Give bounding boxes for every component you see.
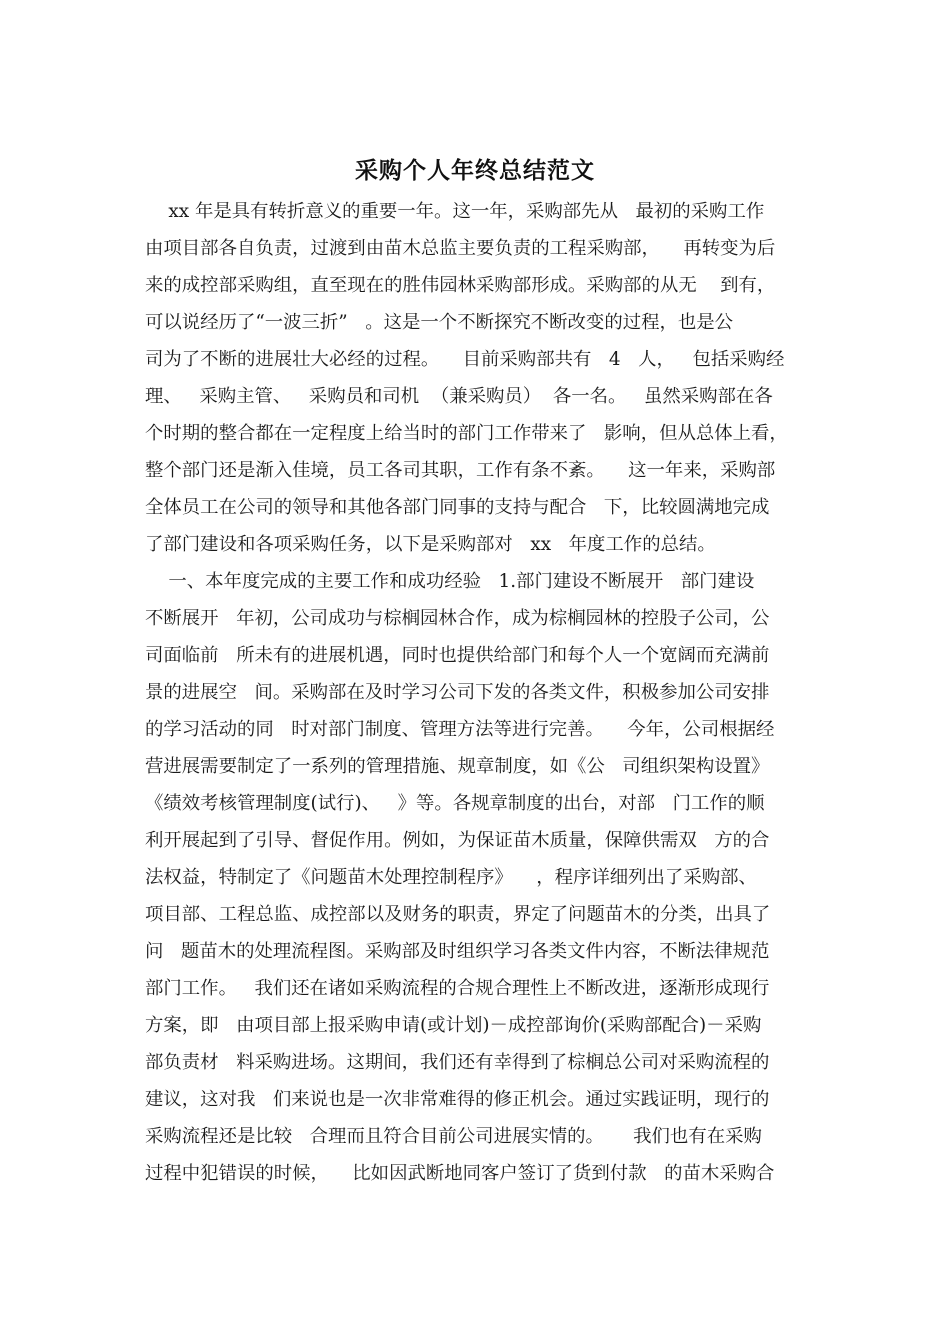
- body-line: 《绩效考核管理制度(试行)、 》等。各规章制度的出台，对部 门工作的顺: [145, 793, 765, 814]
- body-line: 部负责材 料采购进场。这期间，我们还有幸得到了棕榈总公司对采购流程的: [145, 1052, 770, 1073]
- body-line: 不断展开 年初，公司成功与棕榈园林合作，成为棕榈园林的控股子公司，公: [145, 608, 770, 629]
- body-line: xx 年是具有转折意义的重要一年。这一年，采购部先从 最初的采购工作: [145, 201, 765, 222]
- body-line: 整个部门还是渐入佳境，员工各司其职，工作有条不紊。 这一年来，采购部: [145, 460, 776, 481]
- body-line: 司为了不断的进展壮大必经的过程。 目前采购部共有 4 人， 包括采购经: [145, 349, 785, 370]
- body-line: 方案，即 由项目部上报采购申请(或计划)－成控部询价(采购部配合)－采购: [145, 1015, 762, 1036]
- body-line: 理、 采购主管、 采购员和司机 （兼采购员） 各一名。 虽然采购部在各: [145, 386, 773, 407]
- body-line: 利开展起到了引导、督促作用。例如，为保证苗木质量，保障供需双 方的合: [145, 830, 770, 851]
- body-line: 项目部、工程总监、成控部以及财务的职责，界定了问题苗木的分类，出具了: [145, 904, 771, 925]
- body-line: 问 题苗木的处理流程图。采购部及时组织学习各类文件内容，不断法律规范: [145, 941, 770, 962]
- body-line: 全体员工在公司的领导和其他各部门同事的支持与配合 下，比较圆满地完成: [145, 497, 770, 518]
- body-line: 过程中犯错误的时候， 比如因武断地同客户签订了货到付款 的苗木采购合: [145, 1163, 775, 1184]
- body-line: 个时期的整合都在一定程度上给当时的部门工作带来了 影响，但从总体上看，: [145, 423, 788, 444]
- body-line: 的学习活动的同 时对部门制度、管理方法等进行完善。 今年，公司根据经: [145, 719, 775, 740]
- body-line: 景的进展空 间。采购部在及时学习公司下发的各类文件，积极参加公司安排: [145, 682, 770, 703]
- body-line: 采购流程还是比较 合理而且符合目前公司进展实情的。 我们也有在采购: [145, 1126, 762, 1147]
- document-title: 采购个人年终总结范文: [355, 157, 595, 184]
- body-line: 法权益，特制定了《问题苗木处理控制程序》 ，程序详细列出了采购部、: [145, 867, 757, 888]
- body-line: 来的成控部采购组，直至现在的胜伟园林采购部形成。采购部的从无 到有，: [145, 275, 776, 296]
- body-line: 了部门建设和各项采购任务，以下是采购部对 xx 年度工作的总结。: [145, 534, 716, 555]
- body-line: 建议，这对我 们来说也是一次非常难得的修正机会。通过实践证明，现行的: [145, 1089, 770, 1110]
- body-line: 由项目部各自负责，过渡到由苗木总监主要负责的工程采购部， 再转变为后: [145, 238, 776, 259]
- body-line: 可以说经历了“一波三折” 。这是一个不断探究不断改变的过程，也是公: [145, 312, 734, 333]
- body-line: 司面临前 所未有的进展机遇，同时也提供给部门和每个人一个宽阔而充满前: [145, 645, 770, 666]
- body-line: 营进展需要制定了一系列的管理措施、规章制度，如《公 司组织架构设置》: [145, 756, 770, 777]
- body-line: 部门工作。 我们还在诸如采购流程的合规合理性上不断改进，逐渐形成现行: [145, 978, 770, 999]
- body-line: 一、本年度完成的主要工作和成功经验 1.部门建设不断展开 部门建设: [145, 571, 755, 592]
